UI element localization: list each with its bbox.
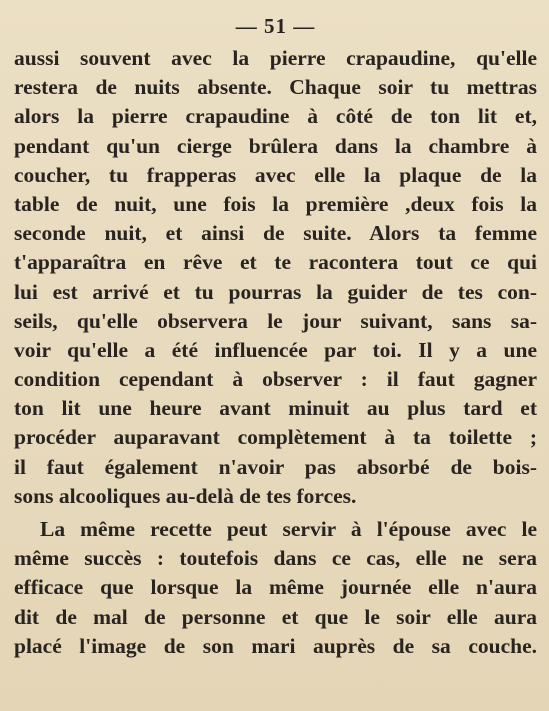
text-line: pendant qu'un cierge brûlera dans la chambre à	[14, 133, 537, 158]
text-line: seconde nuit, et ainsi de suite. Alors ta femme	[14, 221, 537, 246]
text-line: t'apparaîtra en rêve et te racontera tout ce qui	[14, 250, 537, 275]
text-line: il faut également n'avoir pas absorbé de bois-	[14, 454, 537, 479]
page-number: — 51 —	[235, 14, 316, 38]
text-line: lui est arrivé et tu pourras la guider de tes con-	[14, 279, 537, 304]
text-line: voir qu'elle a été influencée par toi. Il y a une	[14, 337, 537, 362]
text-line: même succès : toutefois dans ce cas, elle ne sera	[14, 546, 537, 571]
text-line: table de nuit, une fois la première ,deux fois la	[14, 191, 537, 216]
text-line: alors la pierre crapaudine à côté de ton lit et,	[14, 104, 537, 129]
text-line: sons alcooliques au-delà de tes forces.	[14, 483, 357, 508]
paragraph-2	[14, 515, 537, 661]
text-line: procéder auparavant complètement à ta toilette ;	[14, 425, 537, 450]
text-line: restera de nuits absente. Chaque soir tu mettras	[14, 75, 537, 100]
paragraph-1	[14, 44, 537, 511]
text-line: aussi souvent avec la pierre crapaudine, qu'elle	[14, 46, 537, 70]
text-line: seils, qu'elle observera le jour suivant, sans sa-	[14, 308, 537, 333]
body-text	[14, 44, 537, 661]
text-line: efficace que lorsque la même journée elle n'aura	[14, 575, 537, 600]
text-line: placé l'image de son mari auprès de sa couche.	[14, 633, 537, 658]
text-line: coucher, tu frapperas avec elle la plaque de la	[14, 162, 537, 187]
text-line: condition cependant à observer : il faut gagner	[14, 367, 537, 392]
text-line: dit de mal de personne et que le soir elle aura	[14, 604, 537, 629]
text-line: ton lit une heure avant minuit au plus tard et	[14, 396, 537, 421]
text-line: La même recette peut servir à l'épouse avec le	[40, 517, 537, 541]
